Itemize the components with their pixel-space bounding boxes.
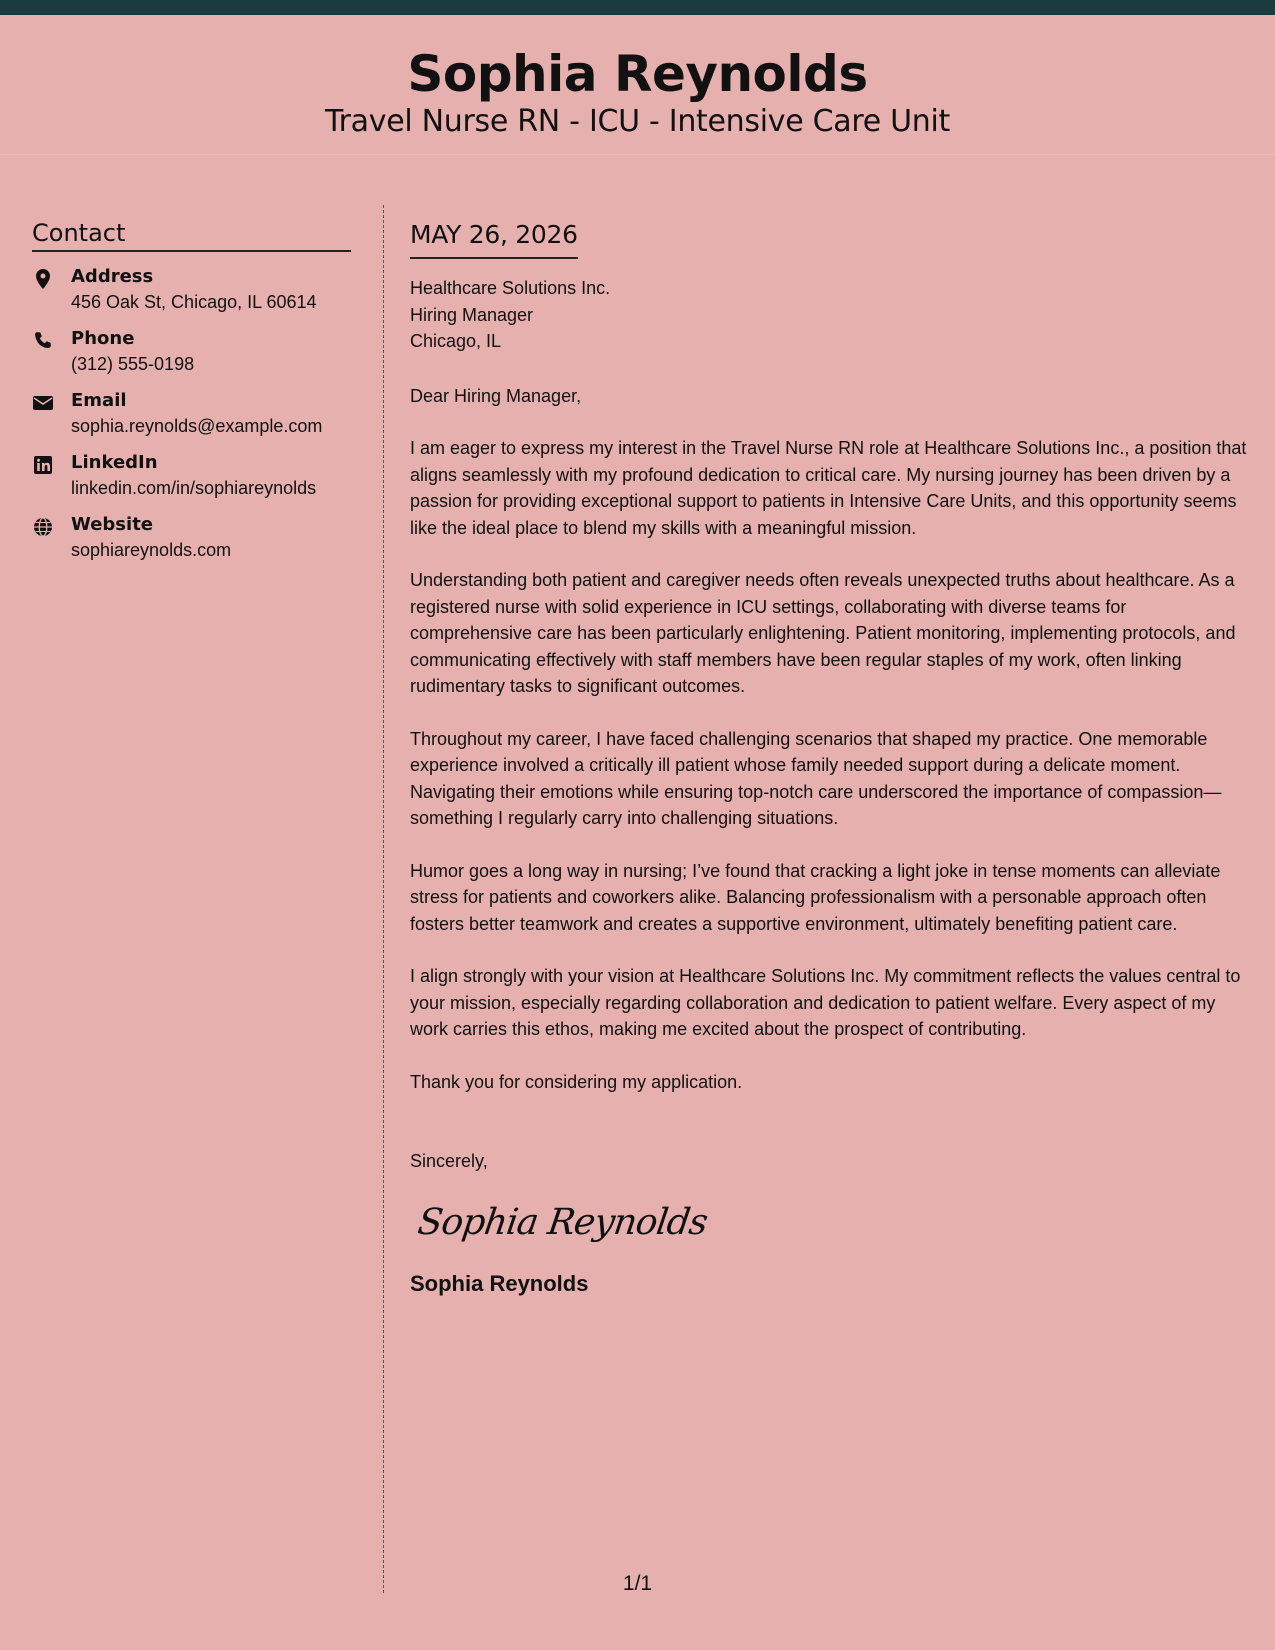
- map-pin-icon: [32, 268, 54, 290]
- applicant-name: Sophia Reynolds: [407, 45, 868, 103]
- contact-value: (312) 555-0198: [71, 354, 195, 374]
- contact-label: LinkedIn: [71, 452, 158, 473]
- closing: Sincerely,: [410, 1151, 488, 1171]
- handwritten-signature: Sophia Reynolds: [415, 1201, 710, 1243]
- contact-phone: [32, 326, 351, 376]
- paragraph: Thank you for considering my application.: [410, 1071, 743, 1092]
- top-accent-bar: [0, 0, 1275, 15]
- contact-value: 456 Oak St, Chicago, IL 60614: [71, 292, 317, 312]
- envelope-icon: [32, 392, 54, 414]
- paragraph: I align strongly with your vision at Healthcare Solutions Inc. My commitment reflects the values central to your mission, especially regarding collaboration and dedication to patient welfare. Every aspect of my work carries this ethos, making me excited about the prospect of contributing.: [410, 966, 1241, 1039]
- paragraph: Throughout my career, I have faced challenging scenarios that shaped my practice. One memorable experience involved a critically ill patient whose family needed support during a delicate moment. Navigating their emotions while ensuring top-notch care underscored the importance of compassion—something I regularly carry into challenging situations.: [410, 728, 1222, 828]
- contact-linkedin: [32, 450, 351, 500]
- salutation: Dear Hiring Manager,: [410, 385, 582, 406]
- page-header: [0, 15, 1275, 155]
- letter-date: MAY 26, 2026: [410, 218, 578, 259]
- contact-label: Website: [71, 514, 154, 535]
- contact-website: [32, 512, 351, 562]
- contact-value: sophia.reynolds@example.com: [71, 416, 323, 436]
- paragraph: I am eager to express my interest in the Travel Nurse RN role at Healthcare Solutions Inc., a position that aligns seamlessly with my profound dedication to critical care. My nursing journey has been driven by a passion for providing exceptional support to patients in Intensive Care Units, and this opportunity seems like the ideal place to blend my skills with a meaningful mission.: [410, 438, 1247, 538]
- column-divider: [383, 205, 384, 1593]
- contact-label: Email: [71, 390, 127, 411]
- recipient-location: Chicago, IL: [410, 331, 502, 351]
- contact-value: linkedin.com/in/sophiareynolds: [71, 478, 317, 498]
- recipient-block: [410, 275, 1250, 355]
- letter-body: [410, 218, 1250, 1299]
- contact-address: [32, 264, 351, 314]
- page-number: 1/1: [622, 1572, 653, 1595]
- paragraph: Humor goes a long way in nursing; I’ve found that cracking a light joke in tense moments can alleviate stress for patients and coworkers alike. Balancing professionalism with a personable approach often fosters better teamwork and creates a supportive environment, ultimately benefiting patient care.: [410, 860, 1221, 934]
- contact-email: [32, 388, 351, 438]
- contact-label: Phone: [71, 328, 135, 349]
- contact-heading: Contact: [32, 218, 351, 252]
- globe-icon: [32, 516, 54, 538]
- linkedin-icon: [32, 454, 54, 476]
- contact-value: sophiareynolds.com: [71, 540, 232, 560]
- signer-name: Sophia Reynolds: [410, 1270, 589, 1296]
- recipient-company: Healthcare Solutions Inc.: [410, 278, 611, 298]
- contact-sidebar: [32, 218, 351, 562]
- phone-icon: [32, 330, 54, 352]
- recipient-title: Hiring Manager: [410, 304, 534, 325]
- job-title: Travel Nurse RN - ICU - Intensive Care Unit: [325, 104, 950, 139]
- paragraph: Understanding both patient and caregiver needs often reveals unexpected truths about healthcare. As a registered nurse with solid experience in ICU settings, collaborating with diverse teams for comprehensive care has been particularly enlightening. Patient monitoring, implementing protocols, and communicating effectively with staff members have been regular staples of my work, often linking rudimentary tasks to significant outcomes.: [410, 570, 1236, 696]
- contact-label: Address: [71, 266, 154, 287]
